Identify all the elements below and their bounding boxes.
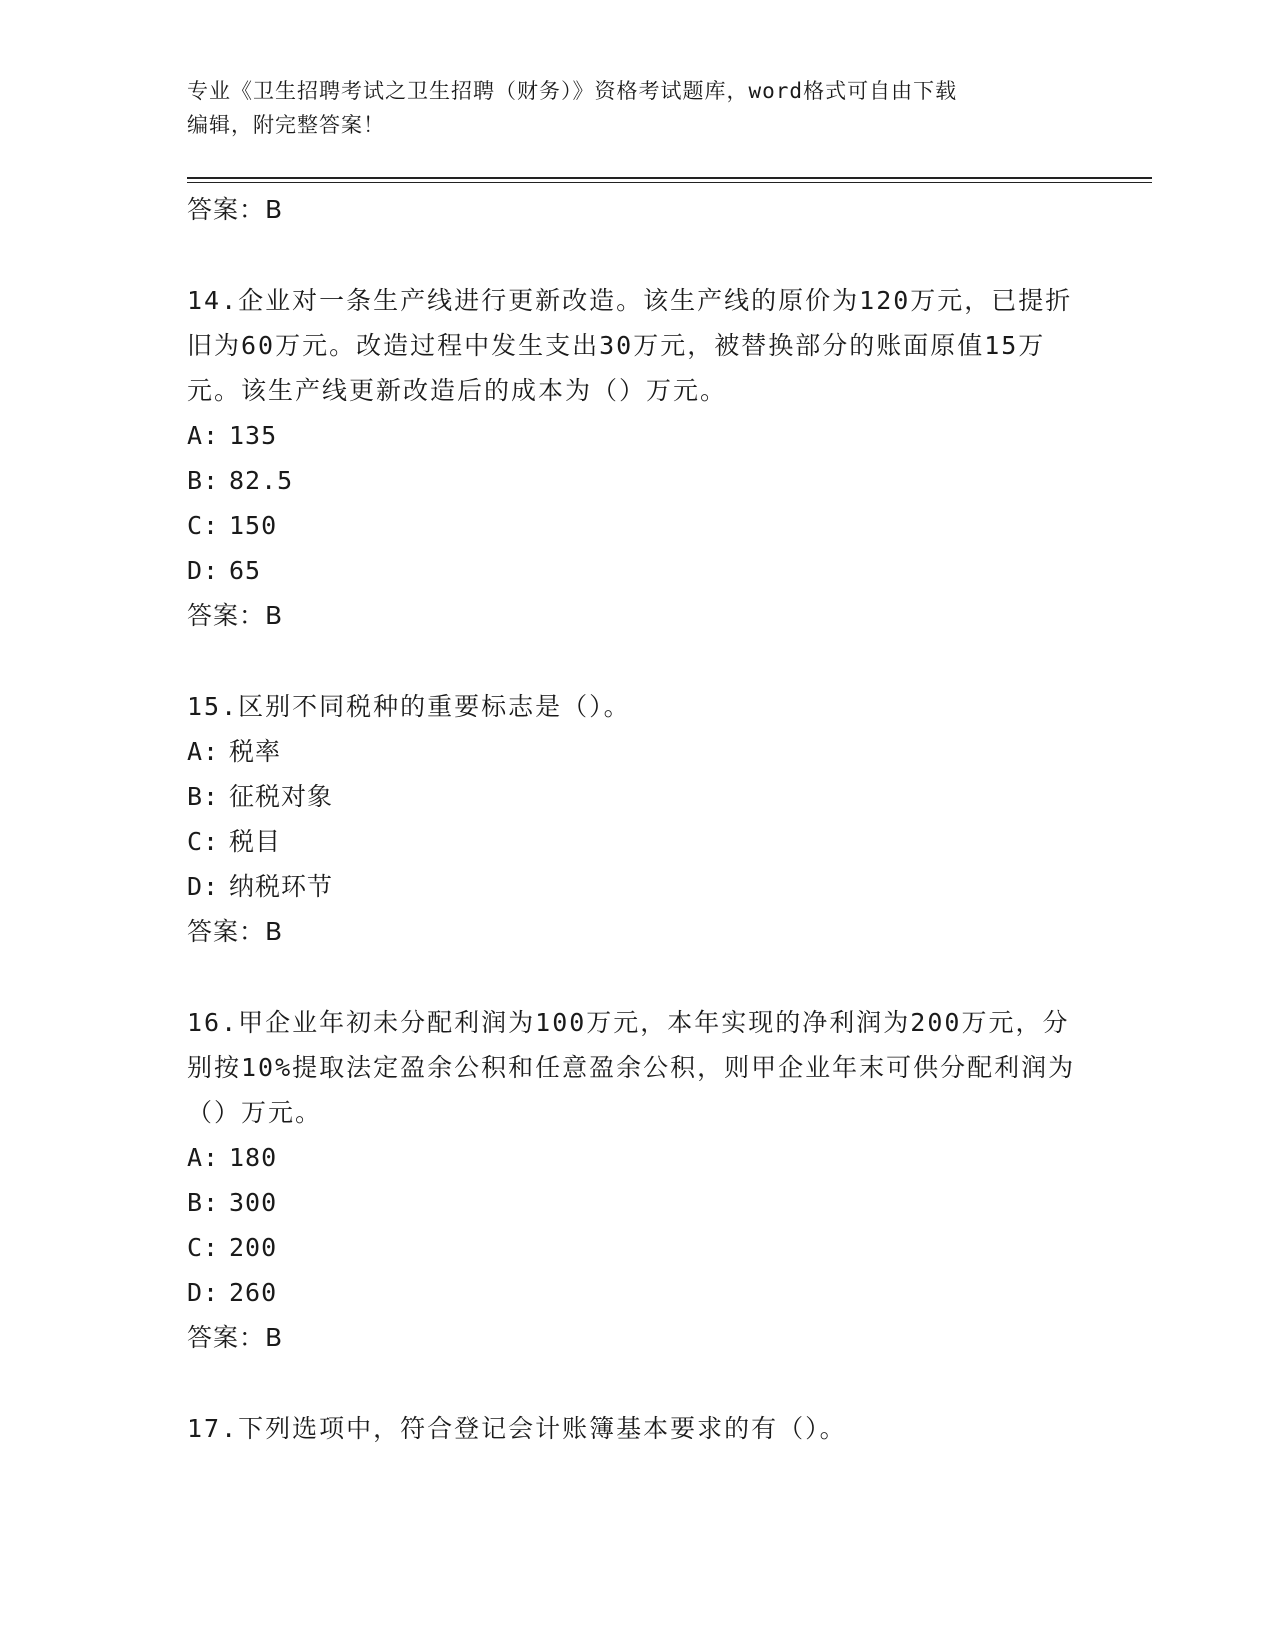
option-b xyxy=(187,1180,1087,1225)
option-text: 82.5 xyxy=(229,466,294,495)
question-block xyxy=(187,1000,1087,1361)
option-a xyxy=(187,729,1087,774)
option-text: 300 xyxy=(229,1188,278,1217)
option-b xyxy=(187,774,1087,819)
option-a xyxy=(187,1135,1087,1180)
header-divider-thick xyxy=(187,177,1152,179)
option-a xyxy=(187,413,1087,458)
option-text: 200 xyxy=(229,1233,278,1262)
option-c xyxy=(187,1225,1087,1270)
option-label: D: xyxy=(187,872,220,901)
question-text: 16.甲企业年初未分配利润为100万元，本年实现的净利润为200万元，分别按10%提取法定盈余公积和任意盈余公积，则甲企业年末可供分配利润为（）万元。 xyxy=(187,1008,1076,1127)
option-d xyxy=(187,548,1087,593)
question-text: 17.下列选项中，符合登记会计账簿基本要求的有（）。 xyxy=(187,1414,847,1443)
answer-line: 答案：B xyxy=(187,601,284,630)
answer-line: 答案：B xyxy=(187,1323,284,1352)
question-block xyxy=(187,684,1087,955)
question-text: 14.企业对一条生产线进行更新改造。该生产线的原价为120万元，已提折旧为60万元。改造过程中发生支出30万元，被替换部分的账面原值15万元。该生产线更新改造后的成本为（）万元。 xyxy=(187,286,1073,405)
question-block xyxy=(187,1406,1087,1451)
option-text: 征税对象 xyxy=(229,782,334,811)
option-text: 税率 xyxy=(229,737,282,766)
option-text: 135 xyxy=(229,421,278,450)
option-label: B: xyxy=(187,782,220,811)
option-label: D: xyxy=(187,556,220,585)
header-divider-thin xyxy=(187,182,1152,183)
option-c xyxy=(187,819,1087,864)
option-text: 150 xyxy=(229,511,278,540)
answer-line: 答案：B xyxy=(187,195,284,224)
header-line-1: 专业《卫生招聘考试之卫生招聘（财务）》资格考试题库，word格式可自由下载 xyxy=(187,79,958,103)
option-label: C: xyxy=(187,511,220,540)
option-label: C: xyxy=(187,1233,220,1262)
option-d xyxy=(187,864,1087,909)
header-line-2: 编辑，附完整答案！ xyxy=(187,113,385,137)
option-label: A: xyxy=(187,737,220,766)
option-label: D: xyxy=(187,1278,220,1307)
document-header xyxy=(187,74,1087,142)
option-text: 65 xyxy=(229,556,262,585)
question-block xyxy=(187,278,1087,639)
option-label: A: xyxy=(187,421,220,450)
document-body xyxy=(187,187,1087,1451)
option-text: 纳税环节 xyxy=(229,872,334,901)
option-label: A: xyxy=(187,1143,220,1172)
option-label: C: xyxy=(187,827,220,856)
answer-line: 答案：B xyxy=(187,917,284,946)
question-text: 15.区别不同税种的重要标志是（）。 xyxy=(187,692,631,721)
option-text: 税目 xyxy=(229,827,282,856)
option-text: 260 xyxy=(229,1278,278,1307)
option-text: 180 xyxy=(229,1143,278,1172)
option-label: B: xyxy=(187,466,220,495)
option-b xyxy=(187,458,1087,503)
option-d xyxy=(187,1270,1087,1315)
option-c xyxy=(187,503,1087,548)
option-label: B: xyxy=(187,1188,220,1217)
